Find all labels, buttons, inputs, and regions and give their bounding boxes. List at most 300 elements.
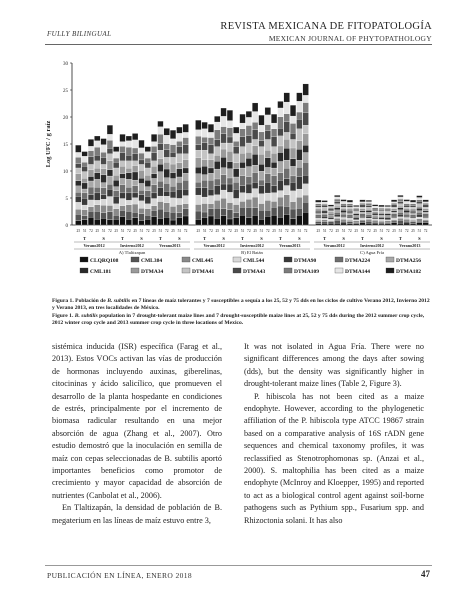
bar-segment [398,210,404,213]
caption-es-text: en 7 líneas de maíz tolerantes y 7 susceptibles a sequía a los 25, 52 y 75 dds en los ciclos de cultivo Verano 2012, Invierno 2012 y Verano 2013, en tres localidades de México. [52,298,430,311]
bar-segment [107,176,113,184]
y-tick-label: 25 [63,89,68,94]
bar-segment [391,220,397,221]
bar-segment [82,198,88,205]
bar-segment [385,224,391,225]
bar-segment [82,216,88,220]
bar-segment [120,217,126,225]
bar-segment [259,219,265,225]
bar-segment [353,223,359,224]
bar-segment [366,200,372,201]
bar-segment [353,220,359,221]
bar-segment [170,157,176,164]
bar-segment [113,204,119,209]
bar-segment [113,187,119,191]
bar-segment [195,136,201,144]
bar-segment [322,202,328,204]
bar-segment [303,134,309,145]
bar-segment [423,220,429,221]
bar-segment [113,158,119,162]
bar-segment [334,204,340,206]
bar-segment [177,189,183,198]
bar-segment [315,207,321,209]
bar-segment [360,203,366,205]
legend-label: DTMA43 [243,269,266,275]
bar-segment [259,210,265,219]
bar-segment [372,222,378,223]
bar-segment [284,102,290,114]
legend-swatch [284,268,292,273]
bar-segment [417,201,423,203]
bar-segment [372,218,378,219]
bar-segment [183,189,189,195]
bar-segment [347,202,353,204]
bar-segment [164,144,170,150]
bar-segment [379,210,385,211]
bar-segment [202,160,208,166]
bar-segment [82,220,88,225]
bar-segment [290,176,296,182]
bar-segment [303,125,309,134]
bar-segment [271,114,277,123]
bar-segment [120,193,126,199]
bar-segment [177,198,183,204]
bar-segment [94,193,100,200]
bar-segment [233,133,239,141]
x-tick-label: 72 [247,229,251,233]
bar-segment [410,215,416,216]
bar-segment [278,180,284,190]
bar-segment [177,177,183,182]
bar-segment [334,199,340,202]
group-label: S [140,236,143,241]
bar-segment [208,145,214,154]
bar-segment [372,212,378,213]
bar-segment [379,215,385,217]
bar-segment [177,218,183,225]
bar-segment [82,193,88,198]
bar-segment [322,211,328,213]
bar-segment [334,212,340,214]
bar-segment [404,201,410,203]
bar-segment [126,173,132,179]
bar-segment [271,168,277,176]
journal-title: REVISTA MEXICANA DE FITOPATOLOGÍA [220,21,432,32]
bar-segment [214,179,220,186]
bar-segment [183,216,189,225]
bar-segment [240,162,246,168]
bar-segment [195,167,201,173]
x-tick-label: 51 [202,229,207,233]
bar-segment [360,223,366,225]
bar-segment [410,204,416,206]
bar-segment [334,223,340,225]
x-tick-label: 72 [89,229,93,233]
bar-segment [303,152,309,162]
bar-segment [372,205,378,206]
bar-segment [252,173,258,183]
bar-segment [208,196,214,204]
bar-segment [214,116,220,122]
bar-segment [233,189,239,198]
bar-segment [410,218,416,220]
legend-swatch [182,257,190,262]
bar-segment [107,154,113,161]
bar-segment [94,205,100,211]
bar-segment [278,128,284,136]
bar-segment [404,214,410,216]
bar-segment [214,195,220,201]
bar-segment [404,205,410,207]
bar-segment [107,189,113,196]
bar-segment [246,167,252,177]
bar-segment [341,208,347,210]
bar-segment [202,129,208,137]
bar-segment [170,152,176,157]
bar-segment [284,185,290,194]
bar-segment [221,116,227,126]
bar-segment [101,169,107,175]
bar-segment [145,187,151,191]
bar-segment [82,205,88,210]
bar-segment [120,134,126,141]
bar-segment [347,200,353,202]
bar-segment [113,168,119,175]
bar-segment [284,148,290,160]
legend-label: DTMA144 [345,269,371,275]
y-tick-label: 5 [65,197,68,202]
bar-segment [82,152,88,157]
bar-segment [341,201,347,203]
bar-segment [202,166,208,174]
bar-segment [385,220,391,221]
bar-segment [101,139,107,145]
bar-segment [271,186,277,193]
bar-segment [101,213,107,218]
bar-segment [265,216,271,225]
bar-segment [170,198,176,207]
legend-swatch [284,257,292,262]
bar-segment [183,196,189,204]
bar-segment [164,157,170,162]
bar-segment [417,196,423,198]
bar-segment [398,223,404,225]
bar-segment [297,101,303,112]
bar-segment [366,211,372,213]
bar-segment [423,212,429,214]
bar-segment [410,220,416,222]
bar-segment [82,166,88,171]
x-tick-label: 51 [221,229,226,233]
bar-segment [271,176,277,186]
bar-segment [379,212,385,214]
group-label: T [361,236,365,241]
bar-segment [271,201,277,207]
x-tick-label: 25 [253,229,257,233]
bar-segment [423,205,429,207]
bar-segment [158,219,164,225]
bar-segment [113,215,119,219]
bar-segment [94,173,100,179]
bar-segment [75,192,81,196]
bar-segment [372,219,378,220]
bar-segment [341,213,347,215]
bar-segment [259,147,265,155]
bar-segment [101,175,107,183]
bar-segment [328,212,334,214]
group-label: S [380,236,383,241]
bar-segment [94,147,100,155]
bar-segment [195,211,201,219]
bar-segment [221,216,227,225]
x-tick-label: 25 [95,229,100,233]
bar-segment [195,130,201,136]
bar-segment [246,184,252,193]
bar-segment [303,212,309,225]
bar-segment [391,203,397,205]
bar-segment [334,220,340,223]
bar-segment [341,219,347,221]
bar-segment [398,214,404,216]
bar-segment [107,212,113,220]
bar-segment [404,223,410,225]
x-tick-label: 51 [101,229,106,233]
bar-segment [303,113,309,126]
bar-segment [360,211,366,212]
bar-segment [322,223,328,225]
bar-segment [366,212,372,214]
bar-segment [423,209,429,211]
bar-segment [322,213,328,214]
bar-segment [252,130,258,140]
bar-segment [297,141,303,149]
bar-segment [158,202,164,209]
bar-segment [101,164,107,168]
bar-segment [297,189,303,197]
legend-swatch [335,257,343,262]
page-number: 47 [421,569,430,579]
x-tick-label: 72 [385,229,390,233]
bar-segment [240,153,246,162]
bar-segment [328,209,334,211]
bar-segment [126,179,132,187]
bar-segment [278,173,284,181]
bar-segment [271,147,277,154]
bar-segment [353,221,359,223]
bar-segment [240,137,246,147]
bar-segment [252,165,258,172]
bar-segment [145,147,151,152]
bar-segment [164,135,170,144]
bar-segment [398,212,404,214]
bar-segment [164,191,170,196]
bar-segment [221,190,227,198]
bar-segment [208,154,214,160]
bar-segment [379,205,385,207]
bar-segment [265,131,271,140]
bar-segment [347,218,353,220]
bar-segment [158,188,164,196]
bar-segment [82,172,88,179]
x-tick-label: 25 [215,229,220,233]
bar-segment [259,164,265,171]
bar-segment [139,160,145,164]
bar-segment [347,207,353,209]
x-tick-label: 72 [127,229,131,233]
bar-segment [120,174,126,179]
bar-segment [139,140,145,148]
bar-segment [385,215,391,216]
bar-segment [404,216,410,217]
bar-segment [158,150,164,158]
legend-swatch [386,268,394,273]
bar-segment [177,213,183,218]
bar-segment [139,190,145,194]
bar-segment [398,217,404,219]
bar-segment [183,154,189,160]
bar-segment [410,209,416,211]
bar-segment [101,195,107,199]
bar-segment [240,186,246,193]
legend-swatch [131,257,139,262]
x-tick-label: 25 [114,229,119,233]
bar-segment [233,213,239,218]
bar-segment [233,141,239,146]
bar-segment [315,218,321,220]
x-tick-label: 51 [398,229,403,233]
x-tick-label: 25 [196,229,201,233]
paragraph: sistémica inducida (ISR) específica (Farag et al., 2013). Estos VOCs activan las vías de producción de hormonas incluyendo auxinas, giberelinas, citocininas y ácido salicílico, que promueven el desarrollo de la planta hospedante en condiciones de estrés, principalmente por el incremento de biomasa radicular resultando en una mejor absorción de agua (Zhang et al., 2007). Otro estudio demostró que la inoculación en semilla de maíz con cepas seleccionadas de B. subtilis aportó importantes beneficios como promotor de crecimiento y mayor capacidad de absorción de nutrientes (Canbolat et al., 2006). [52,342,222,500]
bar-segment [101,145,107,153]
bar-segment [126,141,132,147]
bar-segment [404,200,410,202]
bar-segment [385,223,391,224]
bar-segment [139,201,145,209]
bar-segment [246,126,252,136]
bar-segment [372,206,378,208]
bar-segment [271,207,277,215]
bar-segment [227,178,233,184]
bar-segment [404,213,410,215]
legend-swatch [131,268,139,273]
bar-segment [297,149,303,160]
bar-segment [259,115,265,125]
bar-segment [113,180,119,186]
caption-en-text: population in 7 drought-tolerant maize lines and 7 drought-susceptible maize lines at 25, 52 y 75 dds during the 2012 summer crop cycle, 2012 winter crop cycle and 2013 summer crop cycle in three locations of Mexico. [52,313,425,326]
bar-segment [214,130,220,140]
bar-segment [398,206,404,208]
bar-segment [259,125,265,132]
bar-segment [328,205,334,207]
bar-segment [265,139,271,150]
bar-segment [158,127,164,134]
cycle-label: Verano2013 [279,243,301,248]
bar-segment [398,220,404,223]
bar-segment [170,191,176,198]
bar-segment [177,163,183,169]
bar-segment [151,210,157,216]
x-tick-label: 51 [297,229,302,233]
bar-segment [417,214,423,217]
bar-segment [385,214,391,216]
bar-segment [417,200,423,202]
bar-segment [278,146,284,153]
bar-segment [120,146,126,152]
bar-segment [265,150,271,157]
x-tick-label: 51 [177,229,182,233]
x-tick-label: 51 [322,229,327,233]
bar-segment [246,117,252,125]
cycle-label: Verano2012 [203,243,225,248]
bar-segment [101,188,107,195]
bar-segment [94,161,100,168]
bar-segment [290,182,296,191]
bar-segment [208,216,214,225]
bar-segment [423,218,429,220]
bar-segment [158,121,164,127]
bar-segment [195,182,201,188]
bar-segment [88,211,94,217]
bar-segment [202,197,208,203]
bar-segment [303,195,309,202]
site-label: A) Tlaltizapan [118,250,146,255]
bar-segment [347,209,353,211]
bar-segment [385,211,391,213]
bar-segment [391,200,397,202]
bar-segment [164,169,170,178]
x-tick-label: 25 [335,229,340,233]
bar-segment [177,127,183,133]
caption-es-pre: Población de [73,298,108,304]
bar-segment [379,218,385,219]
x-tick-label: 72 [367,229,371,233]
bar-segment [221,149,227,157]
bar-segment [353,214,359,216]
bar-segment [227,128,233,137]
bar-segment [271,123,277,129]
bar-segment [366,218,372,219]
y-tick-label: 30 [63,62,68,67]
bar-segment [107,125,113,134]
bar-segment [347,216,353,218]
bar-segment [75,168,81,174]
bar-segment [303,95,309,102]
bar-segment [120,153,126,161]
bar-segment [385,213,391,214]
bar-segment [334,214,340,216]
bar-segment [259,186,265,194]
bar-segment [208,189,214,195]
bar-segment [132,193,138,198]
bar-segment [385,209,391,210]
bar-segment [297,119,303,129]
bar-segment [353,218,359,220]
bar-segment [88,181,94,187]
bar-segment [139,153,145,160]
caption-es-label: Figura 1. [52,298,74,304]
bar-segment [334,208,340,210]
bar-segment [170,164,176,173]
bar-segment [372,211,378,212]
bar-segment [170,178,176,186]
bar-segment [290,148,296,159]
bar-segment [372,216,378,218]
bar-segment [278,136,284,146]
bar-segment [328,206,334,207]
group-label: T [203,236,207,241]
bar-segment [202,180,208,187]
bar-segment [202,175,208,181]
